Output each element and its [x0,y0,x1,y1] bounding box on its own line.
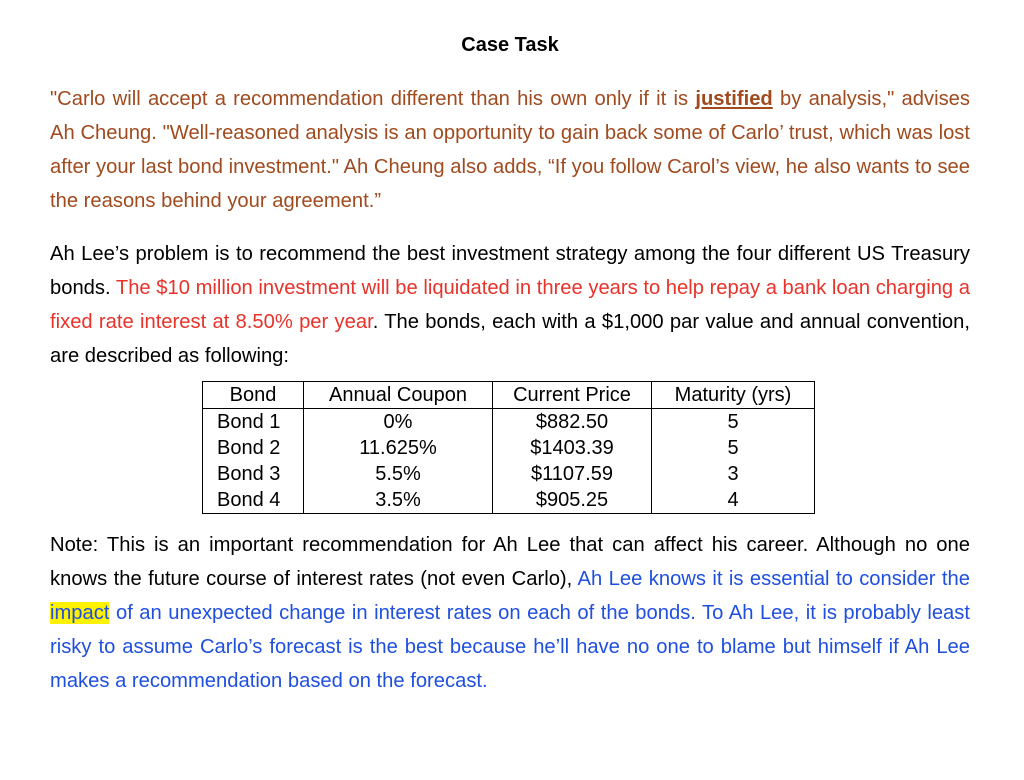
table-row [203,487,815,514]
note-intro: Note: This is an important recommendation for Ah Lee that can affect his career. Although no one knows the future course of interest rates (not even Carlo), [50,534,970,590]
interest-rate-note-end: of an unexpected change in interest rates on each of the bonds. To Ah Lee, it is probably least risky to assume Carlo’s forecast is the best because he’ll have no one to blame but himself if Ah Lee makes a recommendation based on the forecast. [50,602,970,692]
bond-price: $905.25 [493,487,652,514]
bond-price: $882.50 [493,409,652,436]
bond-name: Bond 3 [203,461,304,487]
bond-price: $1403.39 [493,435,652,461]
bond-name: Bond 4 [203,487,304,514]
problem-paragraph [50,237,970,373]
bond-coupon: 0% [304,409,493,436]
bond-coupon: 3.5% [304,487,493,514]
bond-coupon: 5.5% [304,461,493,487]
problem-outro: . The bonds, each with a $1,000 par value and annual convention, are described as following: [50,311,970,367]
bond-price: $1107.59 [493,461,652,487]
bond-maturity: 5 [652,435,815,461]
table-row [203,461,815,487]
problem-intro: Ah Lee’s problem is to recommend the best investment strategy among the four different US Treasury bonds. [50,243,970,299]
bond-name: Bond 2 [203,435,304,461]
quote-text-start: "Carlo will accept a recommendation different than his own only if it is [50,88,696,110]
liquidation-note: The $10 million investment will be liquidated in three years to help repay a bank loan charging a fixed rate interest at 8.50% per year [50,277,970,333]
justified-emphasis: justified [695,88,773,110]
interest-rate-note-start: Ah Lee knows it is essential to consider the [577,568,970,590]
bond-coupon: 11.625% [304,435,493,461]
table-header-row [203,382,815,409]
page-title: Case Task [461,34,559,56]
bond-table [202,381,815,514]
table-row [203,435,815,461]
note-paragraph [50,528,970,698]
quote-text-end: by analysis," advises Ah Cheung. "Well-reasoned analysis is an opportunity to gain back some of Carlo’ trust, which was lost after your last bond investment." Ah Cheung also adds, “If you follow Carol’s view, he also wants to see the reasons behind your agreement.” [50,88,970,212]
header-annual-coupon: Annual Coupon [304,382,493,409]
bond-maturity: 4 [652,487,815,514]
bond-name: Bond 1 [203,409,304,436]
header-current-price: Current Price [493,382,652,409]
quote-paragraph [50,82,970,218]
impact-highlight: impact [50,602,110,624]
table-row [203,409,815,436]
bond-maturity: 3 [652,461,815,487]
bond-maturity: 5 [652,409,815,436]
header-maturity: Maturity (yrs) [652,382,815,409]
header-bond: Bond [203,382,304,409]
